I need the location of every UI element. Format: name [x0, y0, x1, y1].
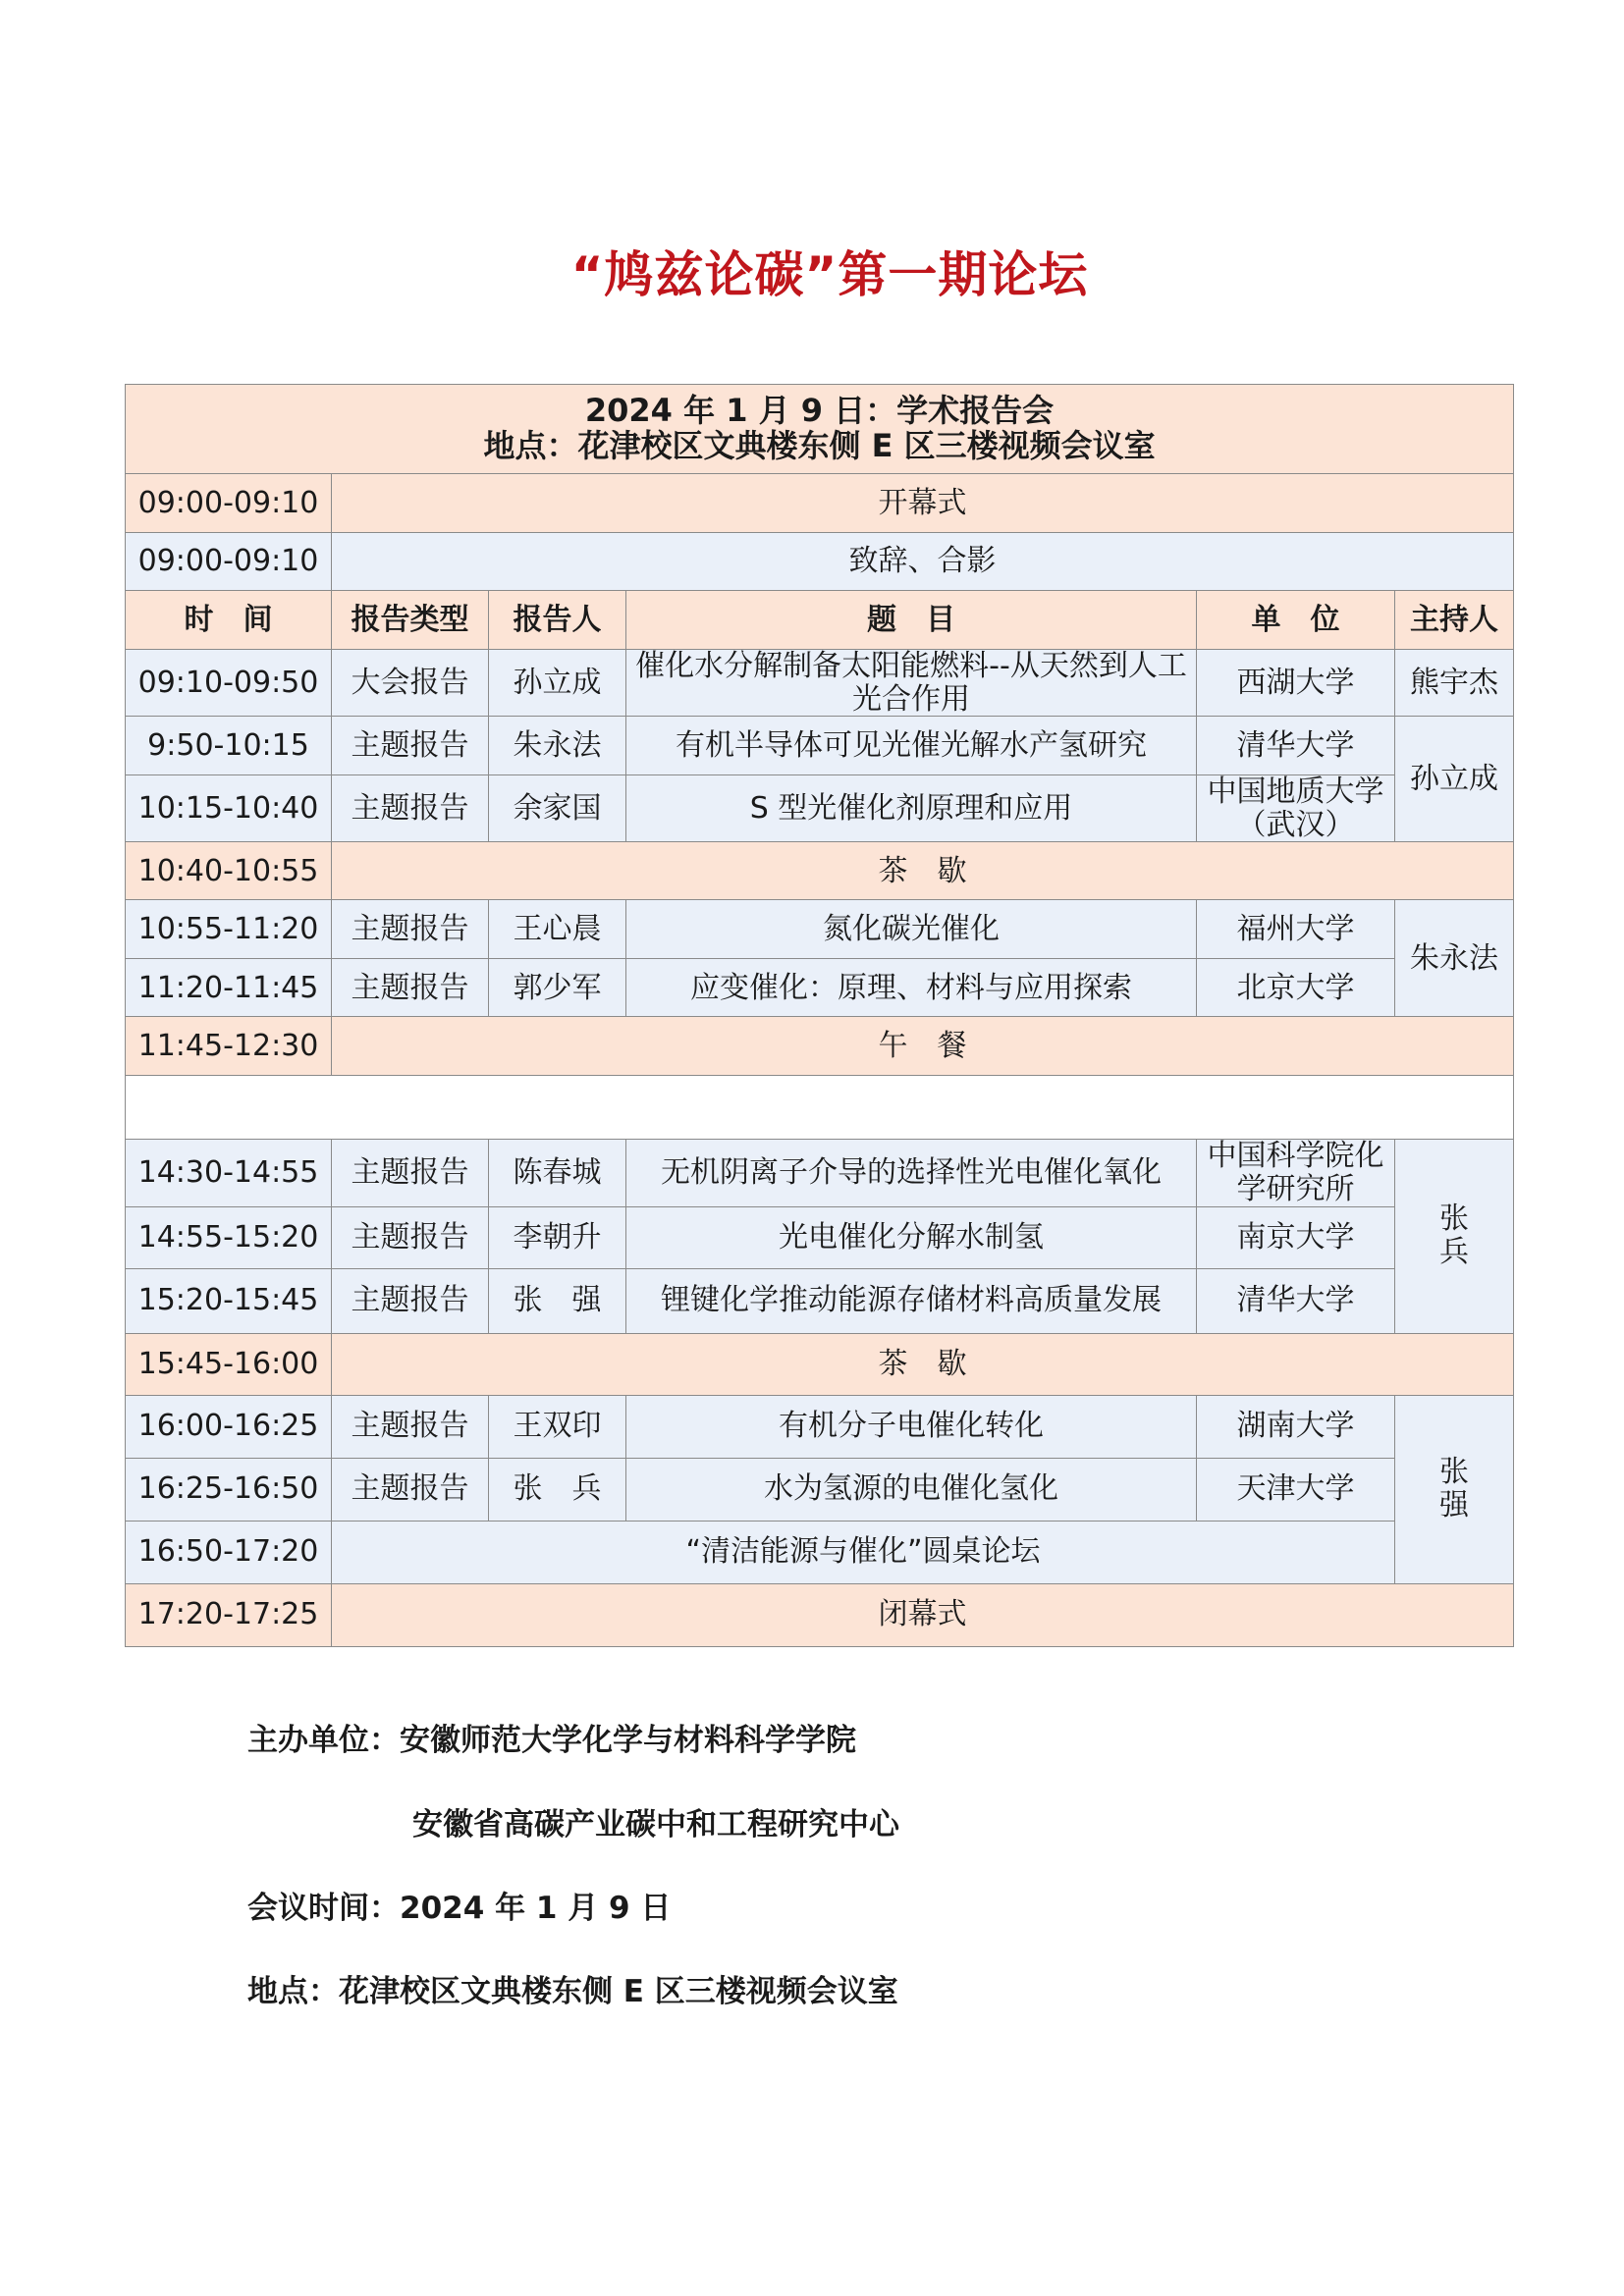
organizer-line — [247, 1715, 856, 1759]
time-cell: 16:00-16:25 — [126, 1395, 332, 1458]
spacer-row — [126, 1076, 1514, 1140]
speaker-cell: 王心晨 — [489, 900, 626, 959]
unit-cell: 西湖大学 — [1197, 650, 1395, 717]
table-row — [126, 1583, 1514, 1646]
type-cell: 主题报告 — [332, 775, 489, 842]
type-cell: 大会报告 — [332, 650, 489, 717]
time-cell: 09:00-09:10 — [126, 474, 332, 533]
time-cell: 09:00-09:10 — [126, 533, 332, 591]
break-label: 午 餐 — [332, 1017, 1514, 1076]
type-cell: 主题报告 — [332, 1206, 489, 1268]
table-row — [126, 1458, 1514, 1521]
meeting-place-value: 花津校区文典楼东侧 E 区三楼视频会议室 — [339, 1974, 898, 2009]
meeting-time-label: 会议时间： — [247, 1891, 400, 1926]
table-row — [126, 1333, 1514, 1395]
type-cell: 主题报告 — [332, 959, 489, 1017]
table-row — [126, 1140, 1514, 1206]
host-name-vertical: 张兵 — [1439, 1201, 1470, 1270]
speaker-cell: 张 强 — [489, 1268, 626, 1333]
time-cell: 11:20-11:45 — [126, 959, 332, 1017]
unit-cell: 中国科学院化学研究所 — [1197, 1140, 1395, 1206]
unit-cell: 清华大学 — [1197, 1268, 1395, 1333]
time-cell: 9:50-10:15 — [126, 717, 332, 775]
type-cell: 主题报告 — [332, 1140, 489, 1206]
topic-cell: 应变催化：原理、材料与应用探索 — [626, 959, 1197, 1017]
time-cell: 16:25-16:50 — [126, 1458, 332, 1521]
topic-cell: 光电催化分解水制氢 — [626, 1206, 1197, 1268]
host-cell: 朱永法 — [1395, 900, 1514, 1017]
column-header-type: 报告类型 — [332, 591, 489, 650]
table-row — [126, 533, 1514, 591]
column-header-unit: 单 位 — [1197, 591, 1395, 650]
time-cell: 16:50-17:20 — [126, 1521, 332, 1583]
table-row — [126, 1395, 1514, 1458]
time-cell: 14:30-14:55 — [126, 1140, 332, 1206]
time-cell: 10:40-10:55 — [126, 842, 332, 900]
column-header-time: 时 间 — [126, 591, 332, 650]
topic-cell: 水为氢源的电催化氢化 — [626, 1458, 1197, 1521]
blank-cell — [126, 1076, 1514, 1140]
time-cell: 10:15-10:40 — [126, 775, 332, 842]
table-row — [126, 1206, 1514, 1268]
topic-cell: 氮化碳光催化 — [626, 900, 1197, 959]
topic-cell: 有机分子电催化转化 — [626, 1395, 1197, 1458]
table-row — [126, 1521, 1514, 1583]
roundtable-label: “清洁能源与催化”圆桌论坛 — [332, 1521, 1395, 1583]
header-date: 2024 年 1 月 9 日：学术报告会 — [584, 392, 1055, 430]
topic-cell: S 型光催化剂原理和应用 — [626, 775, 1197, 842]
meeting-time-line — [247, 1883, 671, 1927]
speaker-cell: 朱永法 — [489, 717, 626, 775]
break-label: 茶 歇 — [332, 842, 1514, 900]
table-header-row — [126, 385, 1514, 474]
type-cell: 主题报告 — [332, 717, 489, 775]
unit-cell: 北京大学 — [1197, 959, 1395, 1017]
organizer-name: 安徽师范大学化学与材料科学学院 — [400, 1723, 856, 1758]
type-cell: 主题报告 — [332, 1395, 489, 1458]
schedule-table — [125, 384, 1514, 1647]
organizer-line-2 — [412, 1799, 899, 1843]
time-cell: 10:55-11:20 — [126, 900, 332, 959]
table-row — [126, 474, 1514, 533]
host-cell: 熊宇杰 — [1395, 650, 1514, 717]
table-row — [126, 900, 1514, 959]
session-label: 开幕式 — [332, 474, 1514, 533]
topic-cell: 无机阴离子介导的选择性光电催化氧化 — [626, 1140, 1197, 1206]
time-cell: 11:45-12:30 — [126, 1017, 332, 1076]
table-row — [126, 1268, 1514, 1333]
table-header — [126, 385, 1514, 474]
unit-cell: 清华大学 — [1197, 717, 1395, 775]
time-cell: 09:10-09:50 — [126, 650, 332, 717]
column-header-speaker: 报告人 — [489, 591, 626, 650]
speaker-cell: 李朝升 — [489, 1206, 626, 1268]
session-label: 致辞、合影 — [332, 533, 1514, 591]
host-name-vertical: 张强 — [1439, 1454, 1470, 1523]
host-cell — [1395, 1140, 1514, 1333]
column-header-row — [126, 591, 1514, 650]
speaker-cell: 王双印 — [489, 1395, 626, 1458]
topic-cell: 锂键化学推动能源存储材料高质量发展 — [626, 1268, 1197, 1333]
table-row — [126, 650, 1514, 717]
time-cell: 17:20-17:25 — [126, 1583, 332, 1646]
column-header-topic: 题 目 — [626, 591, 1197, 650]
unit-cell: 南京大学 — [1197, 1206, 1395, 1268]
unit-cell: 天津大学 — [1197, 1458, 1395, 1521]
topic-cell: 催化水分解制备太阳能燃料--从天然到人工光合作用 — [626, 650, 1197, 717]
organizer-label: 主办单位： — [247, 1723, 400, 1758]
table-row — [126, 717, 1514, 775]
speaker-cell: 陈春城 — [489, 1140, 626, 1206]
column-header-host: 主持人 — [1395, 591, 1514, 650]
meeting-place-line — [247, 1966, 898, 2010]
speaker-cell: 张 兵 — [489, 1458, 626, 1521]
time-cell: 15:20-15:45 — [126, 1268, 332, 1333]
speaker-cell: 余家国 — [489, 775, 626, 842]
type-cell: 主题报告 — [332, 1268, 489, 1333]
host-cell: 孙立成 — [1395, 717, 1514, 842]
time-cell: 15:45-16:00 — [126, 1333, 332, 1395]
unit-cell: 福州大学 — [1197, 900, 1395, 959]
unit-cell: 湖南大学 — [1197, 1395, 1395, 1458]
table-row — [126, 959, 1514, 1017]
meeting-time-value: 2024 年 1 月 9 日 — [400, 1891, 672, 1926]
type-cell: 主题报告 — [332, 1458, 489, 1521]
topic-cell: 有机半导体可见光催光解水产氢研究 — [626, 717, 1197, 775]
meeting-place-label: 地点： — [247, 1974, 339, 2009]
table-row — [126, 842, 1514, 900]
table-row — [126, 775, 1514, 842]
time-cell: 14:55-15:20 — [126, 1206, 332, 1268]
session-label: 闭幕式 — [332, 1583, 1514, 1646]
type-cell: 主题报告 — [332, 900, 489, 959]
organizer-name: 安徽省高碳产业碳中和工程研究中心 — [412, 1807, 899, 1842]
speaker-cell: 郭少军 — [489, 959, 626, 1017]
table-row — [126, 1017, 1514, 1076]
speaker-cell: 孙立成 — [489, 650, 626, 717]
unit-cell: 中国地质大学（武汉） — [1197, 775, 1395, 842]
break-label: 茶 歇 — [332, 1333, 1514, 1395]
host-cell — [1395, 1395, 1514, 1583]
page-title: “鸠兹论碳”第一期论坛 — [570, 246, 1089, 303]
header-location: 地点：花津校区文典楼东侧 E 区三楼视频会议室 — [483, 427, 1156, 464]
